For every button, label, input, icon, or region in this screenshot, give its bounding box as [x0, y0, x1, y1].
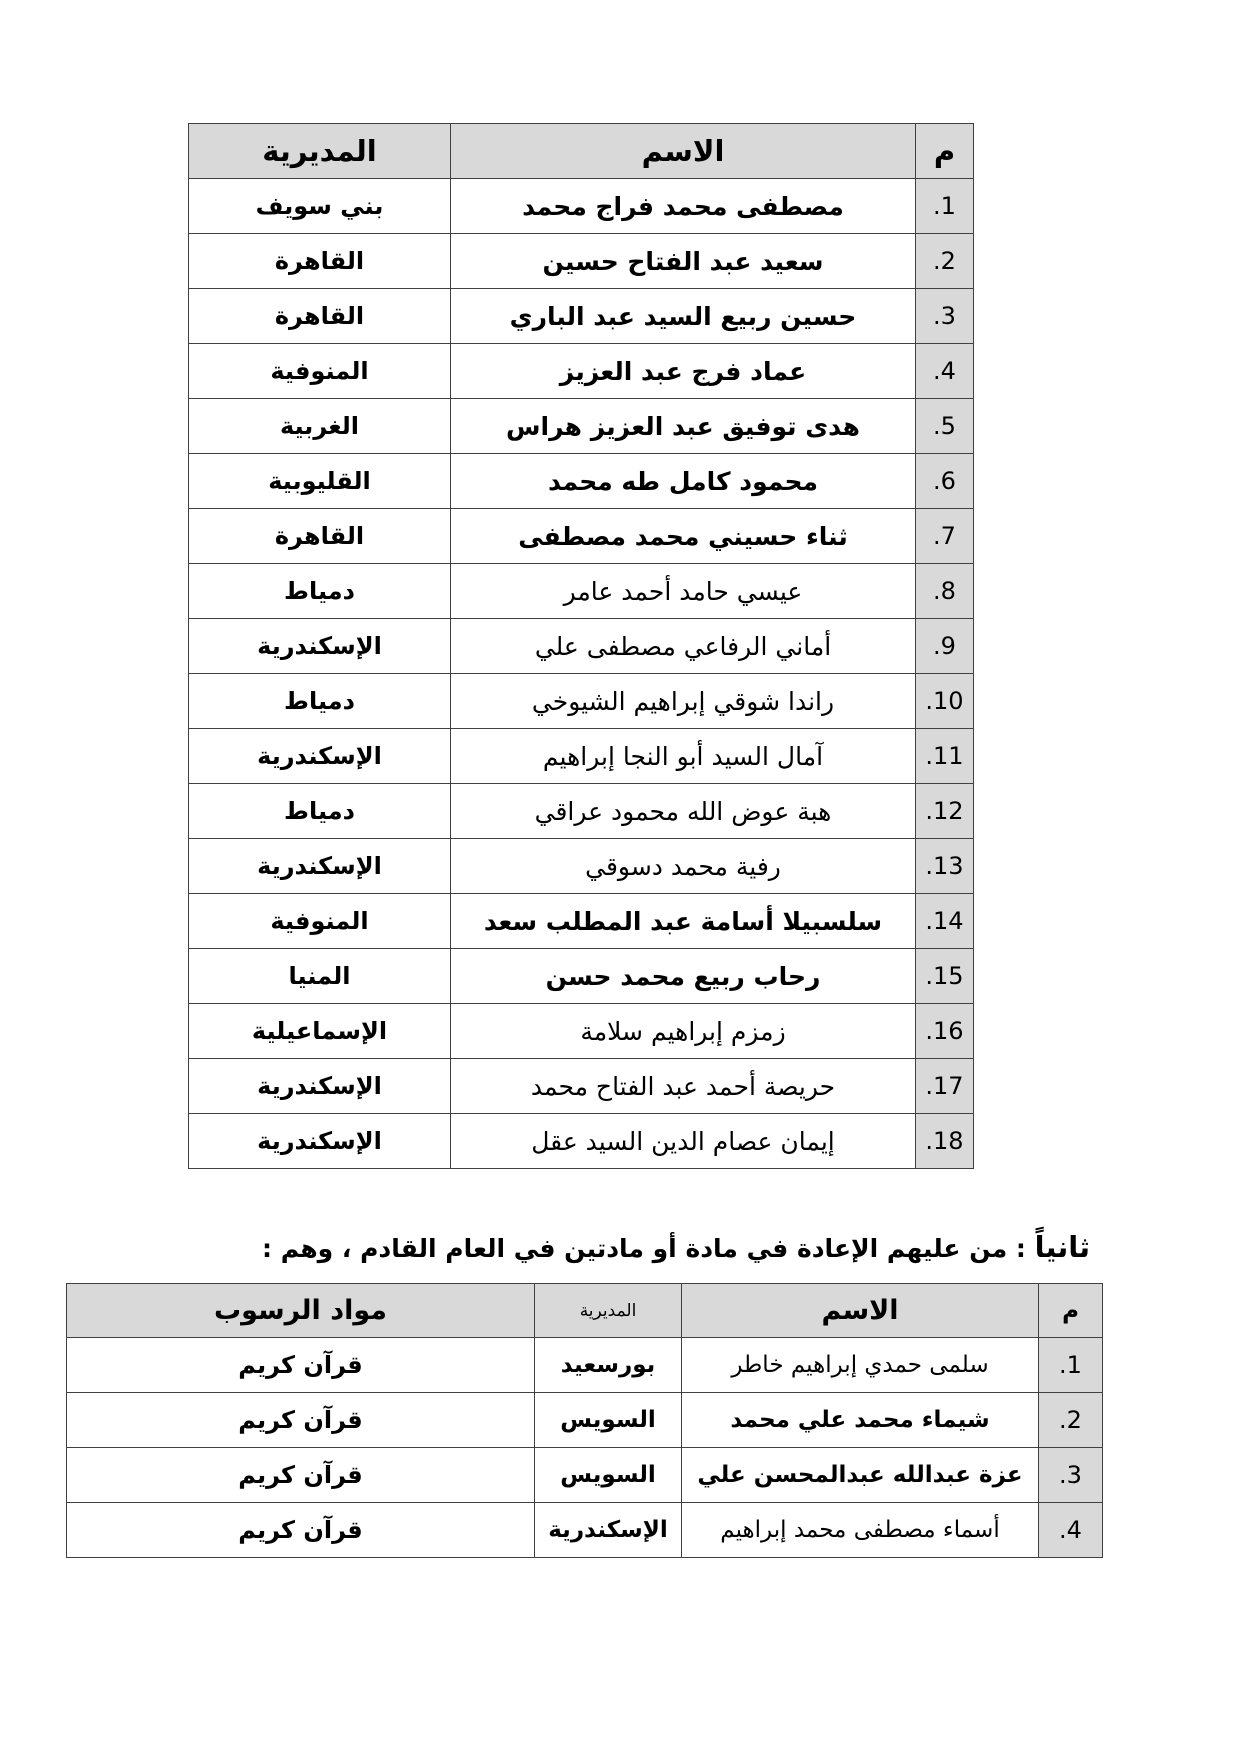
first-table: [188, 123, 974, 1169]
t1-cell-no: .13: [916, 839, 974, 894]
table-row: [189, 1004, 974, 1059]
table-row: [67, 1448, 1103, 1503]
table-row: [189, 454, 974, 509]
second-table: [66, 1283, 1103, 1558]
section2-heading-text: : من عليهم الإعادة في مادة أو مادتين في العام القادم ، وهم :: [262, 1234, 1035, 1263]
t2-cell-directorate: الإسكندرية: [535, 1503, 682, 1558]
t1-cell-name: سلسبيلا أسامة عبد المطلب سعد: [451, 894, 916, 949]
t1-cell-name: رحاب ربيع محمد حسن: [451, 949, 916, 1004]
t2-cell-no: .3: [1039, 1448, 1103, 1503]
t1-cell-no: .7: [916, 509, 974, 564]
t1-cell-directorate: القاهرة: [189, 289, 451, 344]
t1-cell-no: .4: [916, 344, 974, 399]
table-row: [189, 399, 974, 454]
t1-cell-name: راندا شوقي إبراهيم الشيوخي: [451, 674, 916, 729]
t1-cell-name: عماد فرج عبد العزيز: [451, 344, 916, 399]
t1-cell-directorate: دمياط: [189, 564, 451, 619]
t1-cell-no: .1: [916, 179, 974, 234]
t1-cell-no: .17: [916, 1059, 974, 1114]
table-row: [189, 234, 974, 289]
t1-cell-directorate: المنوفية: [189, 344, 451, 399]
table-row: [189, 509, 974, 564]
t1-cell-no: .6: [916, 454, 974, 509]
t2-header-name: الاسم: [682, 1284, 1039, 1338]
t1-header-name: الاسم: [451, 124, 916, 179]
t2-cell-no: .1: [1039, 1338, 1103, 1393]
t2-cell-name: أسماء مصطفى محمد إبراهيم: [682, 1503, 1039, 1558]
table-row: [189, 894, 974, 949]
t1-cell-no: .18: [916, 1114, 974, 1169]
t1-cell-name: حسين ربيع السيد عبد الباري: [451, 289, 916, 344]
t1-cell-name: ثناء حسيني محمد مصطفى: [451, 509, 916, 564]
table-row: [189, 1114, 974, 1169]
t1-cell-directorate: الإسكندرية: [189, 729, 451, 784]
table-row: [189, 564, 974, 619]
table-row: [189, 729, 974, 784]
t1-cell-no: .3: [916, 289, 974, 344]
t2-cell-directorate: بورسعيد: [535, 1338, 682, 1393]
t1-cell-no: .10: [916, 674, 974, 729]
t1-cell-no: .11: [916, 729, 974, 784]
t2-cell-subjects: قرآن كريم: [67, 1503, 535, 1558]
t1-cell-no: .9: [916, 619, 974, 674]
t2-cell-subjects: قرآن كريم: [67, 1448, 535, 1503]
t1-cell-directorate: الإسكندرية: [189, 619, 451, 674]
section2-heading-lead: ثانياً: [1034, 1230, 1090, 1264]
section2-heading: [55, 1220, 1090, 1275]
t1-cell-directorate: القليوبية: [189, 454, 451, 509]
table-row: [189, 949, 974, 1004]
t1-cell-name: زمزم إبراهيم سلامة: [451, 1004, 916, 1059]
t1-cell-directorate: الإسكندرية: [189, 1059, 451, 1114]
table-row: [189, 619, 974, 674]
t1-cell-name: مصطفى محمد فراج محمد: [451, 179, 916, 234]
t1-header-directorate: المديرية: [189, 124, 451, 179]
t2-cell-name: شيماء محمد علي محمد: [682, 1393, 1039, 1448]
t2-cell-no: .2: [1039, 1393, 1103, 1448]
t1-header-no: م: [916, 124, 974, 179]
t1-cell-name: إيمان عصام الدين السيد عقل: [451, 1114, 916, 1169]
t1-cell-name: رفية محمد دسوقي: [451, 839, 916, 894]
t1-cell-name: حريصة أحمد عبد الفتاح محمد: [451, 1059, 916, 1114]
t1-cell-no: .2: [916, 234, 974, 289]
t1-cell-directorate: القاهرة: [189, 234, 451, 289]
t1-cell-no: .15: [916, 949, 974, 1004]
t1-cell-name: سعيد عبد الفتاح حسين: [451, 234, 916, 289]
t2-header-subjects: مواد الرسوب: [67, 1284, 535, 1338]
first-table-header-row: [189, 124, 974, 179]
t1-cell-directorate: الإسماعيلية: [189, 1004, 451, 1059]
t2-cell-directorate: السويس: [535, 1448, 682, 1503]
t1-cell-no: .5: [916, 399, 974, 454]
t1-cell-directorate: المنيا: [189, 949, 451, 1004]
t1-cell-directorate: الغربية: [189, 399, 451, 454]
table-row: [189, 839, 974, 894]
table-row: [189, 784, 974, 839]
t1-cell-directorate: دمياط: [189, 784, 451, 839]
t2-cell-directorate: السويس: [535, 1393, 682, 1448]
t1-cell-directorate: الإسكندرية: [189, 1114, 451, 1169]
t1-cell-no: .16: [916, 1004, 974, 1059]
table-row: [189, 1059, 974, 1114]
t2-header-directorate: المديرية: [535, 1284, 682, 1338]
t1-cell-no: .14: [916, 894, 974, 949]
second-table-header-row: [67, 1284, 1103, 1338]
table-row: [189, 344, 974, 399]
t1-cell-name: محمود كامل طه محمد: [451, 454, 916, 509]
t1-cell-name: هبة عوض الله محمود عراقي: [451, 784, 916, 839]
t2-cell-subjects: قرآن كريم: [67, 1393, 535, 1448]
table-row: [67, 1503, 1103, 1558]
table-row: [189, 674, 974, 729]
t1-cell-directorate: بني سويف: [189, 179, 451, 234]
table-row: [189, 289, 974, 344]
t2-cell-subjects: قرآن كريم: [67, 1338, 535, 1393]
t1-cell-name: عيسي حامد أحمد عامر: [451, 564, 916, 619]
table-row: [67, 1338, 1103, 1393]
t2-cell-name: عزة عبدالله عبدالمحسن علي: [682, 1448, 1039, 1503]
t1-cell-directorate: المنوفية: [189, 894, 451, 949]
t2-cell-no: .4: [1039, 1503, 1103, 1558]
t1-cell-name: أماني الرفاعي مصطفى علي: [451, 619, 916, 674]
t1-cell-directorate: القاهرة: [189, 509, 451, 564]
t1-cell-name: آمال السيد أبو النجا إبراهيم: [451, 729, 916, 784]
t2-cell-name: سلمى حمدي إبراهيم خاطر: [682, 1338, 1039, 1393]
t1-cell-directorate: الإسكندرية: [189, 839, 451, 894]
table-row: [67, 1393, 1103, 1448]
t2-header-no: م: [1039, 1284, 1103, 1338]
t1-cell-directorate: دمياط: [189, 674, 451, 729]
t1-cell-no: .8: [916, 564, 974, 619]
table-row: [189, 179, 974, 234]
t1-cell-no: .12: [916, 784, 974, 839]
t1-cell-name: هدى توفيق عبد العزيز هراس: [451, 399, 916, 454]
